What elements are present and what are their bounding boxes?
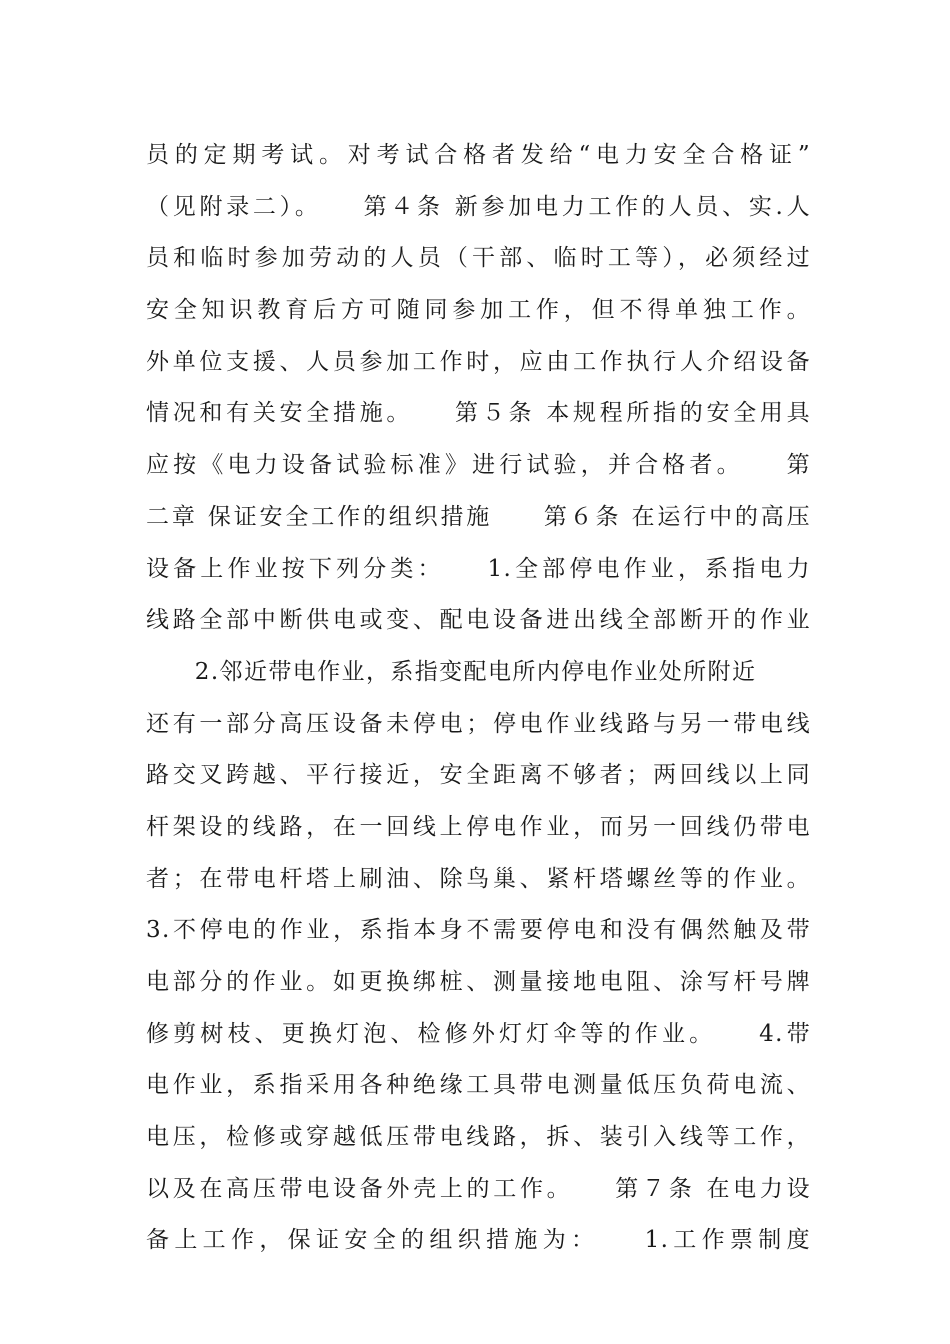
text-line: 还有一部分高压设备未停电；停电作业线路与另一带电线 — [146, 710, 811, 737]
text-line: 电作业，系指采用各种绝缘工具带电测量低压负荷电流、 — [146, 1072, 811, 1099]
text-line: 电压，检修或穿越低压带电线路，拆、装引入线等工作， — [146, 1124, 811, 1151]
text-line: 者；在带电杆塔上刷油、除鸟巢、紧杆塔螺丝等的作业。 — [146, 865, 811, 892]
text-line: 外单位支援、人员参加工作时，应由工作执行人介绍设备 — [146, 348, 811, 375]
text-line: 线路全部中断供电或变、配电设备进出线全部断开的作业 — [146, 607, 811, 634]
text-line: 路交叉跨越、平行接近，安全距离不够者；两回线以上同 — [146, 762, 811, 789]
text-line: 杆架设的线路，在一回线上停电作业，而另一回线仍带电 — [146, 813, 811, 840]
text-line: 3.不停电的作业，系指本身不需要停电和没有偶然触及带 — [146, 917, 811, 944]
text-line: （见附录二）。 第４条 新参加电力工作的人员、实.人 — [146, 193, 811, 220]
text-line: 安全知识教育后方可随同参加工作，但不得单独工作。 — [146, 297, 811, 324]
text-line: 电部分的作业。如更换绑桩、测量接地电阻、涂写杆号牌 — [146, 969, 811, 995]
text-line: 备上工作，保证安全的组织措施为： 1.工作票制度 — [146, 1227, 811, 1254]
body-text — [146, 130, 811, 1267]
text-line: 修剪树枝、更换灯泡、检修外灯灯伞等的作业。 4.带 — [146, 1020, 811, 1047]
text-line: 2.邻近带电作业，系指变配电所内停电作业处所附近 — [146, 658, 757, 685]
text-line: 员和临时参加劳动的人员（干部、临时工等），必须经过 — [146, 245, 811, 272]
text-line: 二章 保证安全工作的组织措施 第６条 在运行中的高压 — [146, 503, 811, 530]
text-line: 应按《电力设备试验标准》进行试验，并合格者。 第 — [146, 452, 811, 479]
text-line: 情况和有关安全措施。 第５条 本规程所指的安全用具 — [146, 400, 811, 427]
text-line: 以及在高压带电设备外壳上的工作。 第７条 在电力设 — [146, 1175, 811, 1202]
text-line: 设备上作业按下列分类： 1.全部停电作业，系指电力 — [146, 555, 811, 582]
text-line: 员的定期考试。对考试合格者发给“电力安全合格证” — [146, 142, 811, 168]
